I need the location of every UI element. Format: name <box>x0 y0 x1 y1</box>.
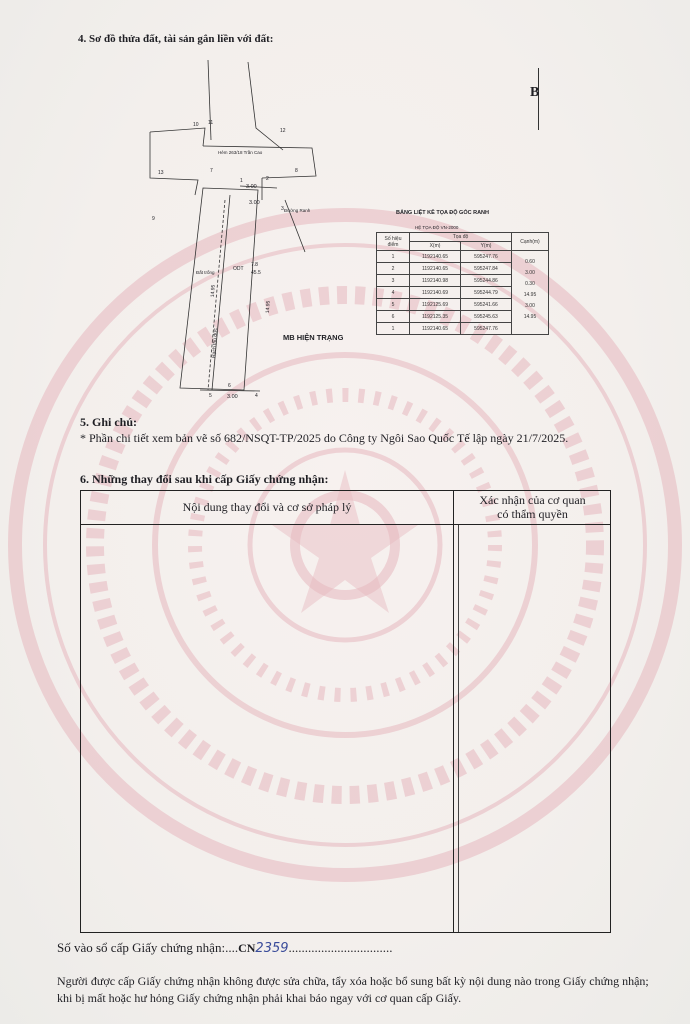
row-y: 595241.66 <box>461 299 512 311</box>
point-2: 2 <box>266 176 269 182</box>
row-x: 1192125.69 <box>410 299 461 311</box>
section5-heading: 5. Ghi chú: <box>80 415 138 429</box>
point-10: 10 <box>193 122 199 128</box>
area-bottom: 45.5 <box>251 270 261 276</box>
section5-note: * Phần chi tiết xem bản vẽ số 682/NSQT-TP/2025 do Công ty Ngôi Sao Quốc Tế lập ngày 21/7/2025. <box>80 431 569 445</box>
coord-table-subtitle: HỆ TỌA ĐỘ VN-2000 <box>415 225 459 230</box>
row-y: 595245.63 <box>461 311 512 323</box>
row-x: 1192140.65 <box>410 263 461 275</box>
coord-header-coords: Tọa độ <box>410 233 512 242</box>
plot-sketch <box>0 0 690 420</box>
row-y: 595244.86 <box>461 275 512 287</box>
row-x: 1192140.69 <box>410 287 461 299</box>
registry-number: 2359 <box>255 941 289 956</box>
dim-right: 14.95 <box>264 300 272 314</box>
row-y: 595247.76 <box>461 251 512 263</box>
section6-heading: 6. Những thay đổi sau khi cấp Giấy chứng nhận: <box>80 472 329 486</box>
dim-mid: 3.00 <box>249 200 260 206</box>
registry-label: Số vào sổ cấp Giấy chứng nhận: <box>57 940 226 955</box>
table-row <box>377 251 549 263</box>
row-point: 6 <box>377 311 410 323</box>
edge-cell <box>512 251 549 335</box>
edge-value: 0.60 <box>525 259 535 265</box>
dim-left: 14.95 <box>209 284 217 298</box>
coord-header-point: Số hiệu điểm <box>377 233 410 251</box>
row-y: 595247.76 <box>461 323 512 335</box>
coord-header-y: Y(m) <box>461 242 512 251</box>
registry-dots-b: ................................ <box>288 940 393 955</box>
dim-top: 3.00 <box>246 184 257 190</box>
row-point: 5 <box>377 299 410 311</box>
coord-table-title: BẢNG LIỆT KÊ TỌA ĐỘ GÓC RANH <box>396 210 489 216</box>
point-9: 9 <box>152 216 155 222</box>
road-label: Đường Ranh <box>284 208 311 213</box>
row-point: 3 <box>377 275 410 287</box>
registry-prefix: CN <box>238 941 256 955</box>
north-label: B <box>530 85 540 100</box>
confirmation-line2: có thẩm quyền <box>497 507 568 521</box>
land-code: ODT <box>233 266 244 272</box>
registry-line <box>57 940 393 956</box>
point-13: 13 <box>158 170 164 176</box>
coord-header-edge: Cạnh(m) <box>512 233 549 251</box>
row-x: 1192140.98 <box>410 275 461 287</box>
changes-table <box>80 490 611 933</box>
registry-dots-a: .... <box>225 940 239 955</box>
row-y: 595244.79 <box>461 287 512 299</box>
point-7: 7 <box>210 168 213 174</box>
footer-note: Người được cấp Giấy chứng nhận không được sửa chữa, tẩy xóa hoặc bổ sung bất kỳ nội dung nào trong Giấy chứng nhận; khi bị mất hoặc hư hỏng Giấy chứng nhận phải khai báo ngay với cơ quan cấp Giấy. <box>57 974 649 1005</box>
edge-value: 3.00 <box>525 303 535 309</box>
row-x: 1192125.35 <box>410 311 461 323</box>
point-6: 6 <box>228 383 231 389</box>
row-y: 595247.84 <box>461 263 512 275</box>
changes-col-content: Nội dung thay đổi và cơ sở pháp lý <box>182 500 352 514</box>
row-point: 2 <box>377 263 410 275</box>
column-divider-inner <box>458 524 459 932</box>
map-label: MB HIỆN TRẠNG <box>283 333 344 342</box>
area-top: 7.8 <box>251 262 258 268</box>
point-4: 4 <box>255 393 258 399</box>
edge-value: 14.95 <box>523 292 537 298</box>
point-5: 5 <box>209 393 212 399</box>
coord-header-x: X(m) <box>410 242 461 251</box>
point-12: 12 <box>280 128 286 134</box>
coord-table <box>376 232 549 335</box>
header-divider <box>81 524 610 525</box>
row-point: 1 <box>377 251 410 263</box>
column-divider <box>453 491 454 932</box>
dim-bottom: 3.00 <box>227 394 238 400</box>
canal-label: Rạch thủ đức <box>210 327 220 359</box>
changes-col-confirmation <box>454 493 611 521</box>
point-3: 3 <box>281 206 284 212</box>
neighbor-label: Đất trống <box>196 270 215 275</box>
row-point: 1 <box>377 323 410 335</box>
edge-value: 14.95 <box>523 314 537 320</box>
confirmation-line1: Xác nhận của cơ quan <box>479 493 586 507</box>
section4-heading: 4. Sơ đồ thửa đất, tài sản gắn liền với đất: <box>78 33 274 45</box>
row-x: 1192140.65 <box>410 251 461 263</box>
row-point: 4 <box>377 287 410 299</box>
edge-value: 3.00 <box>525 270 535 276</box>
row-x: 1192140.65 <box>410 323 461 335</box>
point-8: 8 <box>295 168 298 174</box>
lane-label: Hẻm 263/18 Trần Cao <box>218 150 263 155</box>
point-1: 1 <box>240 178 243 184</box>
edge-value: 0.30 <box>525 281 535 287</box>
point-11: 11 <box>208 120 214 126</box>
